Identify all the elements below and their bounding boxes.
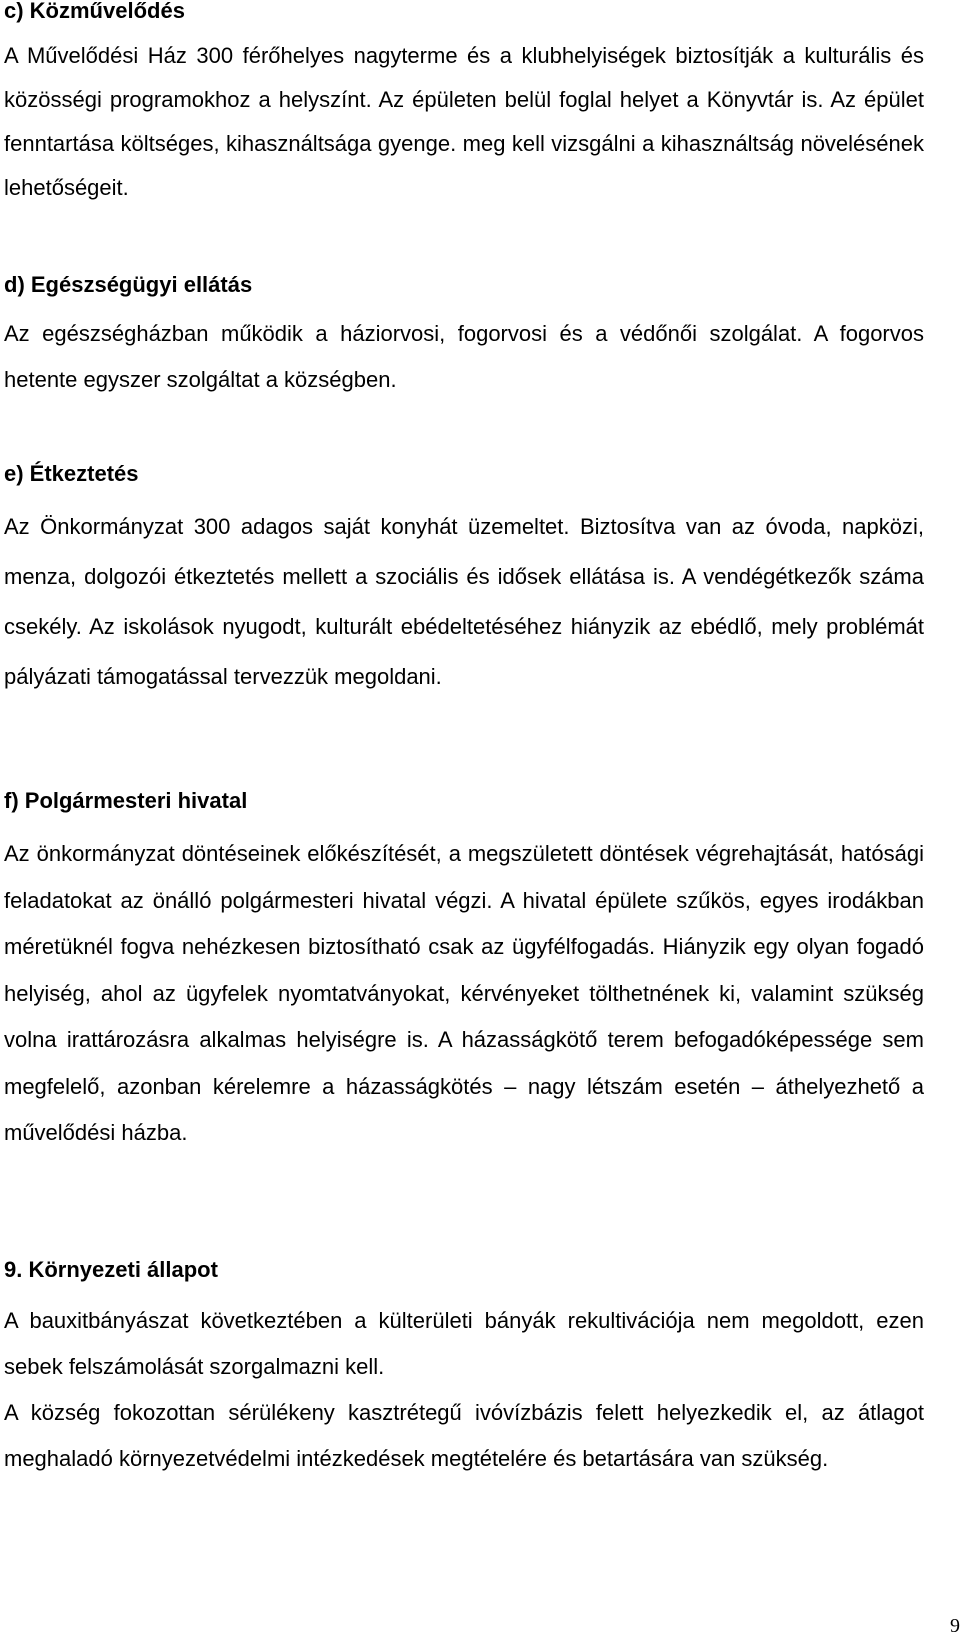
section-kornyezeti-allapot bbox=[4, 1253, 924, 1482]
section-paragraph: Az önkormányzat döntéseinek előkészítését, a megszületett döntések végrehajtását, hatósági feladatokat az önálló polgármesteri hivatal végzi. A hivatal épülete szűkös, egyes irodákban méretüknél fogva nehézkesen biztosítható csak az ügyfélfogadás. Hiányzik egy olyan fogadó helyiség, ahol az ügyfelek nyomtatványokat, kérvényeket tölthetnének ki, valamint szükség volna irattározásra alkalmas helyiségre is. A házasságkötő terem befogadóképessége sem megfelelő, azonban kérelemre a házasságkötés – nagy létszám esetén – áthelyezhető a művelődési házba. bbox=[4, 841, 924, 1145]
section-paragraph: A Művelődési Ház 300 férőhelyes nagyterme és a klubhelyiségek biztosítják a kulturális és közösségi programokhoz a helyszínt. Az épületen belül foglal helyet a Könyvtár is. Az épület fenntartása költséges, kihasználtsága gyenge. meg kell vizsgálni a kihasználtság növelésének lehetőségeit. bbox=[4, 43, 924, 200]
section-egeszsegugyi-ellatas bbox=[4, 268, 924, 403]
section-paragraph: A község fokozottan sérülékeny kasztrétegű ivóvízbázis felett helyezkedik el, az átlagot meghaladó környezetvédelmi intézkedések megtételére és betartására van szükség. bbox=[4, 1400, 924, 1471]
section-polgarmesteri-hivatal bbox=[4, 784, 924, 1157]
section-heading: f) Polgármesteri hivatal bbox=[4, 788, 248, 813]
section-heading: 9. Környezeti állapot bbox=[4, 1257, 218, 1282]
section-paragraph: Az Önkormányzat 300 adagos saját konyhát üzemeltet. Biztosítva van az óvoda, napközi, menza, dolgozói étkeztetés mellett a szociális és idősek ellátása is. A vendégétkezők száma csekély. Az iskolások nyugodt, kulturált ebédeltetéséhez hiányzik az ebédlő, mely problémát pályázati támogatással tervezzük megoldani. bbox=[4, 514, 924, 689]
document-page bbox=[4, 0, 924, 1471]
section-heading: d) Egészségügyi ellátás bbox=[4, 272, 253, 297]
section-paragraph: Az egészségházban működik a háziorvosi, fogorvosi és a védőnői szolgálat. A fogorvos hetente egyszer szolgáltat a községben. bbox=[4, 321, 924, 392]
section-heading: c) Közművelődés bbox=[4, 0, 185, 23]
section-paragraph: A bauxitbányászat következtében a külterületi bányák rekultivációja nem megoldott, ezen sebek felszámolását szorgalmazni kell. bbox=[4, 1308, 924, 1379]
page-number: 9 bbox=[950, 1615, 960, 1637]
section-kozmuvelodes bbox=[4, 0, 924, 210]
section-heading: e) Étkeztetés bbox=[4, 461, 139, 486]
section-etkeztetes bbox=[4, 457, 924, 702]
